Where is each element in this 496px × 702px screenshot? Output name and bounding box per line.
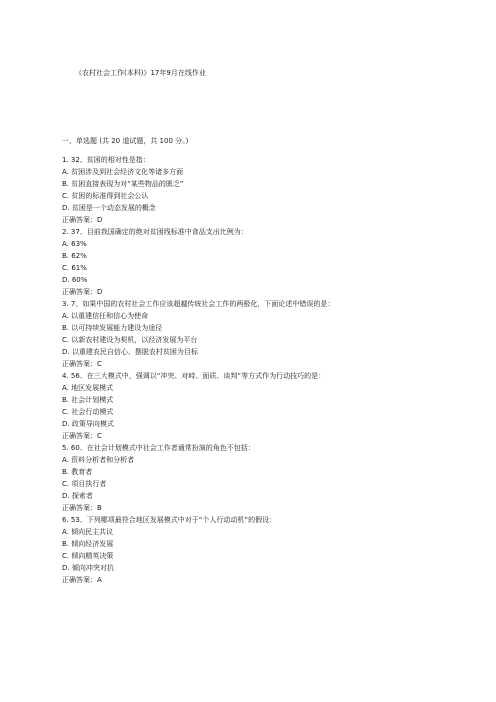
question-option: B. 以可持续发展能力建设为途径	[62, 323, 163, 332]
question-stem: 2. 37、目前我国确定的绝对贫困线标准中食品支出比例为：	[62, 227, 248, 236]
question-option: B. 社会计划模式	[62, 395, 114, 404]
correct-answer: 正确答案：C	[62, 359, 102, 368]
correct-answer: 正确答案：B	[62, 503, 102, 512]
question-option: C. 61%	[62, 263, 87, 272]
question-item	[62, 514, 482, 586]
question-stem: 1. 32、贫困的相对性是指：	[62, 155, 150, 164]
question-option: D. 60%	[62, 275, 88, 284]
question-option: D. 探索者	[62, 491, 93, 500]
question-option: D. 政策导向模式	[62, 419, 114, 428]
question-option: A. 贫困涉及到社会经济文化等诸多方面	[62, 167, 184, 176]
correct-answer: 正确答案：A	[62, 576, 102, 585]
question-option: B. 贫困直接表现为对“某些物品的匮乏”	[62, 179, 184, 188]
question-option: D. 贫困是一个动态发展的概念	[62, 203, 156, 212]
question-item	[62, 154, 482, 226]
question-item	[62, 226, 482, 298]
question-option: C. 贫困的标准得到社会公认	[62, 191, 149, 200]
question-option: B. 62%	[62, 251, 87, 260]
question-option: B. 教育者	[62, 467, 93, 476]
question-stem: 6. 53、下列哪项最符合地区发展模式中对于“个人行动动机”的假设：	[62, 515, 277, 524]
correct-answer: 正确答案：D	[62, 287, 103, 296]
question-stem: 4. 56、在三大模式中，强调以“冲突、对峙、面质、谈判”等方式作为行动技巧的是：	[62, 371, 326, 380]
question-option: C. 倾向精英决策	[62, 552, 114, 561]
question-option: A. 倾向民主共议	[62, 527, 114, 536]
question-option: C. 社会行动模式	[62, 407, 114, 416]
question-stem: 3. 7、如果中国的农村社会工作应该超越传统社会工作的两极化，下面论述中错误的是：	[62, 299, 335, 308]
question-option: C. 项目执行者	[62, 479, 107, 488]
question-list	[62, 154, 482, 587]
question-item	[62, 442, 482, 514]
question-option: A. 以重建信任和信心为使命	[62, 311, 149, 320]
question-option: A. 资料分析者和分析者	[62, 455, 135, 464]
correct-answer: 正确答案：C	[62, 431, 102, 440]
document-title: 《农村社会工作(本科)》17年9月在线作业	[75, 69, 206, 77]
question-option: A. 地区发展模式	[62, 383, 114, 392]
correct-answer: 正确答案：D	[62, 215, 103, 224]
question-option: B. 倾向经济发展	[62, 540, 114, 548]
question-item	[62, 298, 482, 370]
question-option: A. 63%	[62, 239, 87, 248]
question-item	[62, 370, 482, 442]
question-option: D. 倾向冲突对抗	[62, 564, 114, 573]
question-stem: 5. 60、在社会计划模式中社会工作者通常扮演的角色不包括：	[62, 443, 255, 452]
question-option: C. 以新农村建设为契机，以经济发展为平台	[62, 335, 198, 344]
question-option: D. 以重建农民自信心、摆脱农村贫困为目标	[62, 347, 198, 356]
section-heading: 一、单选题 (共 20 道试题，共 100 分。)	[62, 137, 189, 145]
